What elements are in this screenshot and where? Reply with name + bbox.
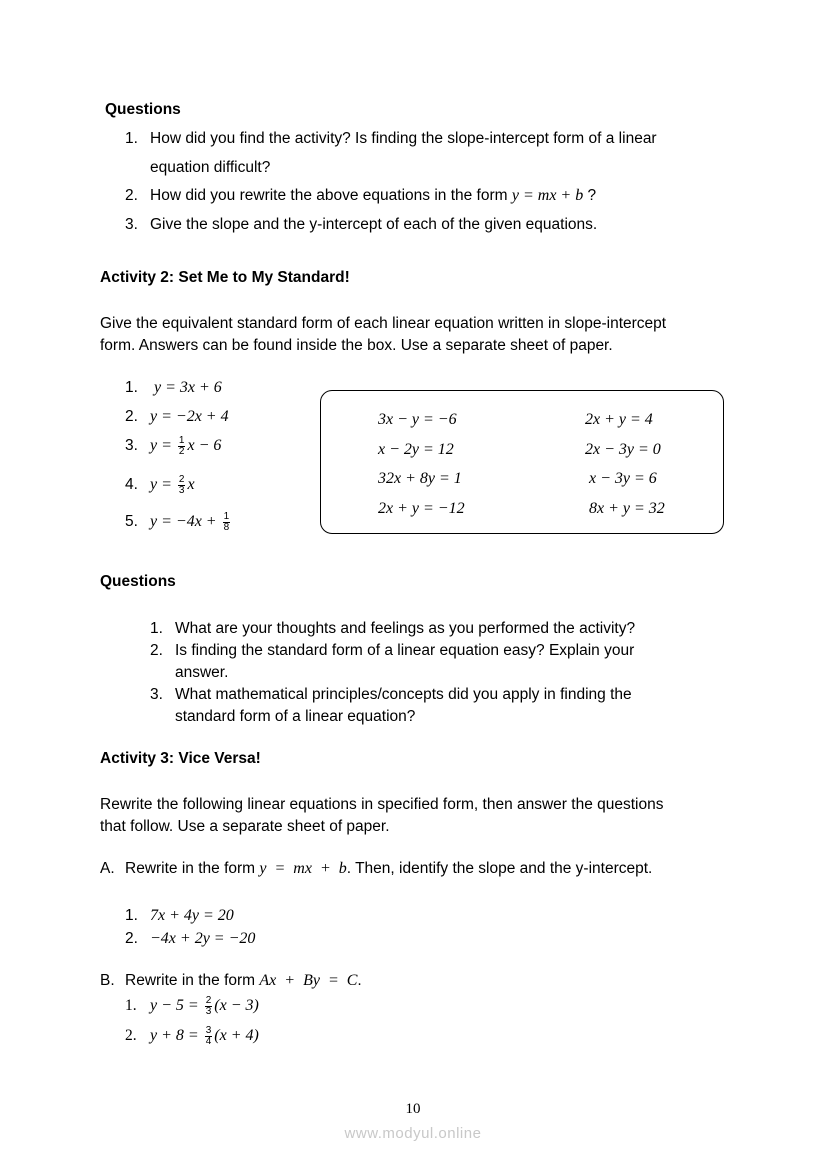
part-a-item-2: 2. −4x + 2y = −20	[125, 930, 256, 947]
equation-5: 5. y = −4x + $\frac{1}{8}$	[125, 511, 230, 533]
activity-3-title: Activity 3: Vice Versa!	[100, 750, 261, 767]
question-1-2: 2. How did you rewrite the above equations in the form y = mx + b ?	[125, 187, 597, 204]
page-number: 10	[405, 1101, 421, 1117]
activity-2-instructions: Give the equivalent standard form of each linear equation written in slope-intercept form. Answers can be found inside the box. Use a separate sheet of paper.	[100, 315, 667, 354]
part-a-list	[125, 904, 255, 950]
equation-4: 4. y = $\frac{2}{3}$ x	[125, 474, 195, 496]
question-2-1: 1. What are your thoughts and feelings as you performed the activity?	[150, 620, 636, 637]
question-2-2: 2. Is finding the standard form of a linear equation easy? Explain your	[150, 642, 635, 659]
question-2-3: 3. What mathematical principles/concepts did you apply in finding the	[150, 686, 632, 703]
answer-box-left-column: 3x − y = −6 x − 2y = 12 32x + 8y = 1 2x + y = −12	[378, 411, 465, 517]
part-a-item-1: 1. 7x + 4y = 20	[125, 907, 234, 924]
part-b-instruction: B. Rewrite in the form Ax + By = C.	[100, 972, 362, 989]
equation-1: 1. y = 3x + 6	[125, 379, 222, 396]
activity-2-title: Activity 2: Set Me to My Standard!	[100, 269, 350, 286]
fraction: $\frac{3}{4}$	[205, 1025, 212, 1047]
questions-heading-1: Questions	[105, 101, 181, 118]
fraction: $\frac{1}{8}$	[223, 511, 230, 533]
fraction: $\frac{2}{3}$	[205, 995, 212, 1017]
activity-3-instructions: Rewrite the following linear equations in specified form, then answer the questions that follow. Use a separate sheet of paper.	[100, 796, 664, 835]
question-1-1: 1. How did you find the activity? Is finding the slope-intercept form of a linear	[125, 130, 657, 147]
questions-list-2: 1. What are your thoughts and feelings as you performed the activity? 2. Is finding the standard form of a linear equation easy? Explain your answer. 3. What mathematical principles/concepts did you apply in finding the standard form of a linear equation?	[150, 620, 636, 725]
question-1-3: 3. Give the slope and the y-intercept of each of the given equations.	[125, 216, 598, 233]
question-1-1-cont: equation difficult?	[150, 159, 271, 176]
equation-2: 2. y = −2x + 4	[125, 408, 229, 425]
part-a-instruction: A. Rewrite in the form y = mx + b. Then, identify the slope and the y-intercept.	[100, 860, 653, 877]
watermark: www.modyul.online	[344, 1125, 482, 1142]
part-b-item-2: 2. y + 8 = $\frac{3}{4}$ (x + 4)	[125, 1025, 259, 1047]
questions-heading-2: Questions	[100, 573, 176, 590]
part-b-item-1: 1. y − 5 = $\frac{2}{3}$ (x − 3)	[125, 995, 259, 1017]
fraction: $\frac{1}{2}$	[178, 435, 185, 457]
answer-box-right-column: 2x + y = 4 2x − 3y = 0 x − 3y = 6 8x + y = 32	[585, 411, 665, 517]
equation-3: 3. y = $\frac{1}{2}$ x − 6	[125, 435, 222, 457]
fraction: $\frac{2}{3}$	[178, 474, 185, 496]
